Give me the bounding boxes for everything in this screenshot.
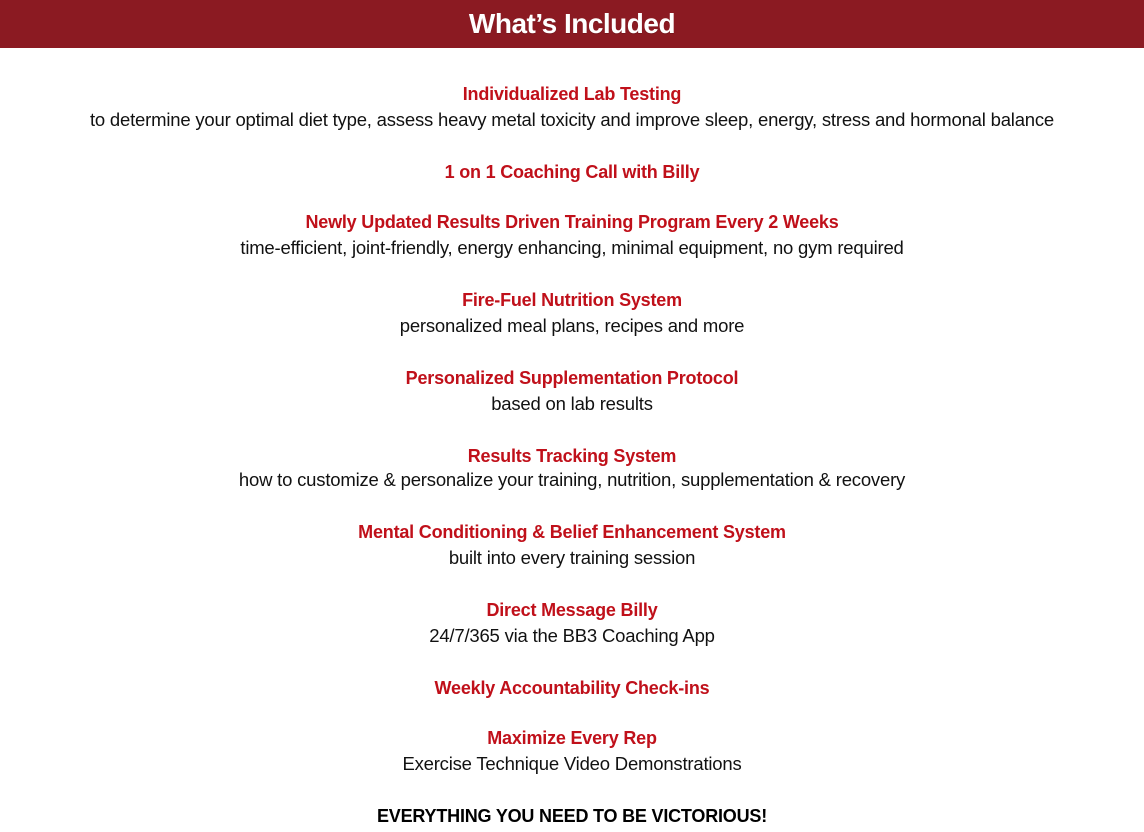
item-desc-lab-testing: to determine your optimal diet type, assess heavy metal toxicity and improve sleep, energy, stress and hormonal balance bbox=[89, 109, 1055, 130]
item-title-maximize-rep: Maximize Every Rep bbox=[487, 728, 657, 748]
item-desc-results-tracking: how to customize & personalize your training, nutrition, supplementation & recovery bbox=[238, 469, 906, 490]
item-desc-mental-conditioning: built into every training session bbox=[448, 547, 696, 568]
item-title-nutrition-system: Fire-Fuel Nutrition System bbox=[462, 290, 682, 310]
item-desc-direct-message: 24/7/365 via the BB3 Coaching App bbox=[429, 625, 715, 646]
item-desc-training-program: time-efficient, joint-friendly, energy enhancing, minimal equipment, no gym required bbox=[240, 237, 904, 258]
closing-statement: EVERYTHING YOU NEED TO BE VICTORIOUS! bbox=[377, 806, 767, 826]
item-title-supplementation: Personalized Supplementation Protocol bbox=[405, 368, 739, 388]
item-desc-maximize-rep: Exercise Technique Video Demonstrations bbox=[402, 753, 742, 774]
item-title-coaching-call: 1 on 1 Coaching Call with Billy bbox=[444, 162, 700, 182]
item-title-training-program: Newly Updated Results Driven Training Program Every 2 Weeks bbox=[305, 212, 839, 232]
page-title: What’s Included bbox=[468, 8, 676, 39]
item-desc-supplementation: based on lab results bbox=[491, 393, 653, 414]
item-desc-nutrition-system: personalized meal plans, recipes and more bbox=[399, 315, 745, 336]
item-title-results-tracking: Results Tracking System bbox=[467, 446, 677, 466]
item-title-mental-conditioning: Mental Conditioning & Belief Enhancement System bbox=[358, 522, 786, 542]
item-title-direct-message: Direct Message Billy bbox=[486, 600, 658, 620]
item-title-lab-testing: Individualized Lab Testing bbox=[462, 84, 682, 104]
item-title-accountability: Weekly Accountability Check-ins bbox=[434, 678, 710, 698]
